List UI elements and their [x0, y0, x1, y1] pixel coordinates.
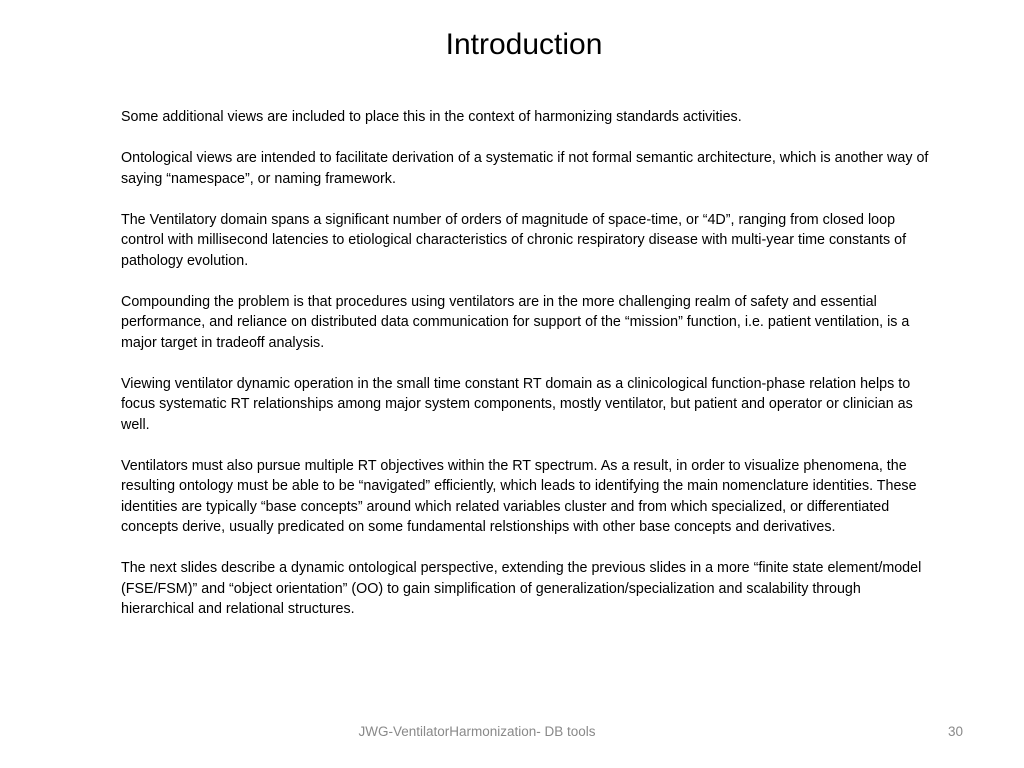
body-paragraph: Compounding the problem is that procedures using ventilators are in the more challenging realm of safety and essential performance, and reliance on distributed data communication for support of the “mission” function, i.e. patient ventilation, is a major target in tradeoff analysis.	[121, 293, 910, 351]
body-paragraph: Viewing ventilator dynamic operation in the small time constant RT domain as a clinicological function-phase relation helps to focus systematic RT relationships among major system components, mostly ventilator, but patient and operator or clinician as well.	[121, 375, 913, 433]
slide-body	[121, 107, 936, 640]
slide-title: Introduction	[445, 28, 603, 61]
body-paragraph: Ventilators must also pursue multiple RT objectives within the RT spectrum. As a result, in order to visualize phenomena, the resulting ontology must be able to be “navigated” efficiently, which leads to identifying the main nomenclature identities. These identities are typically “base concepts” around which related variables cluster and from which specialized, or differentiated concepts derive, usually predicated on some fundamental relstionships with other base concepts and derivatives.	[121, 457, 917, 535]
body-paragraph: The next slides describe a dynamic ontological perspective, extending the previous slides in a more “finite state element/model (FSE/FSM)” and “object orientation” (OO) to gain simplification of generalization/specialization and scalability through hierarchical and relational structures.	[121, 560, 922, 617]
slide-footer: JWG-VentilatorHarmonization- DB tools	[358, 724, 596, 739]
body-paragraph: Some additional views are included to place this in the context of harmonizing standards activities.	[121, 109, 742, 125]
slide-number: 30	[947, 724, 963, 739]
body-paragraph: Ontological views are intended to facilitate derivation of a systematic if not formal semantic architecture, which is another way of saying “namespace”, or naming framework.	[121, 150, 929, 187]
body-paragraph: The Ventilatory domain spans a significant number of orders of magnitude of space-time, or “4D”, ranging from closed loop control with millisecond latencies to etiological characteristics of chronic respiratory disease with multi-year time constants of pathology evolution.	[121, 211, 907, 269]
